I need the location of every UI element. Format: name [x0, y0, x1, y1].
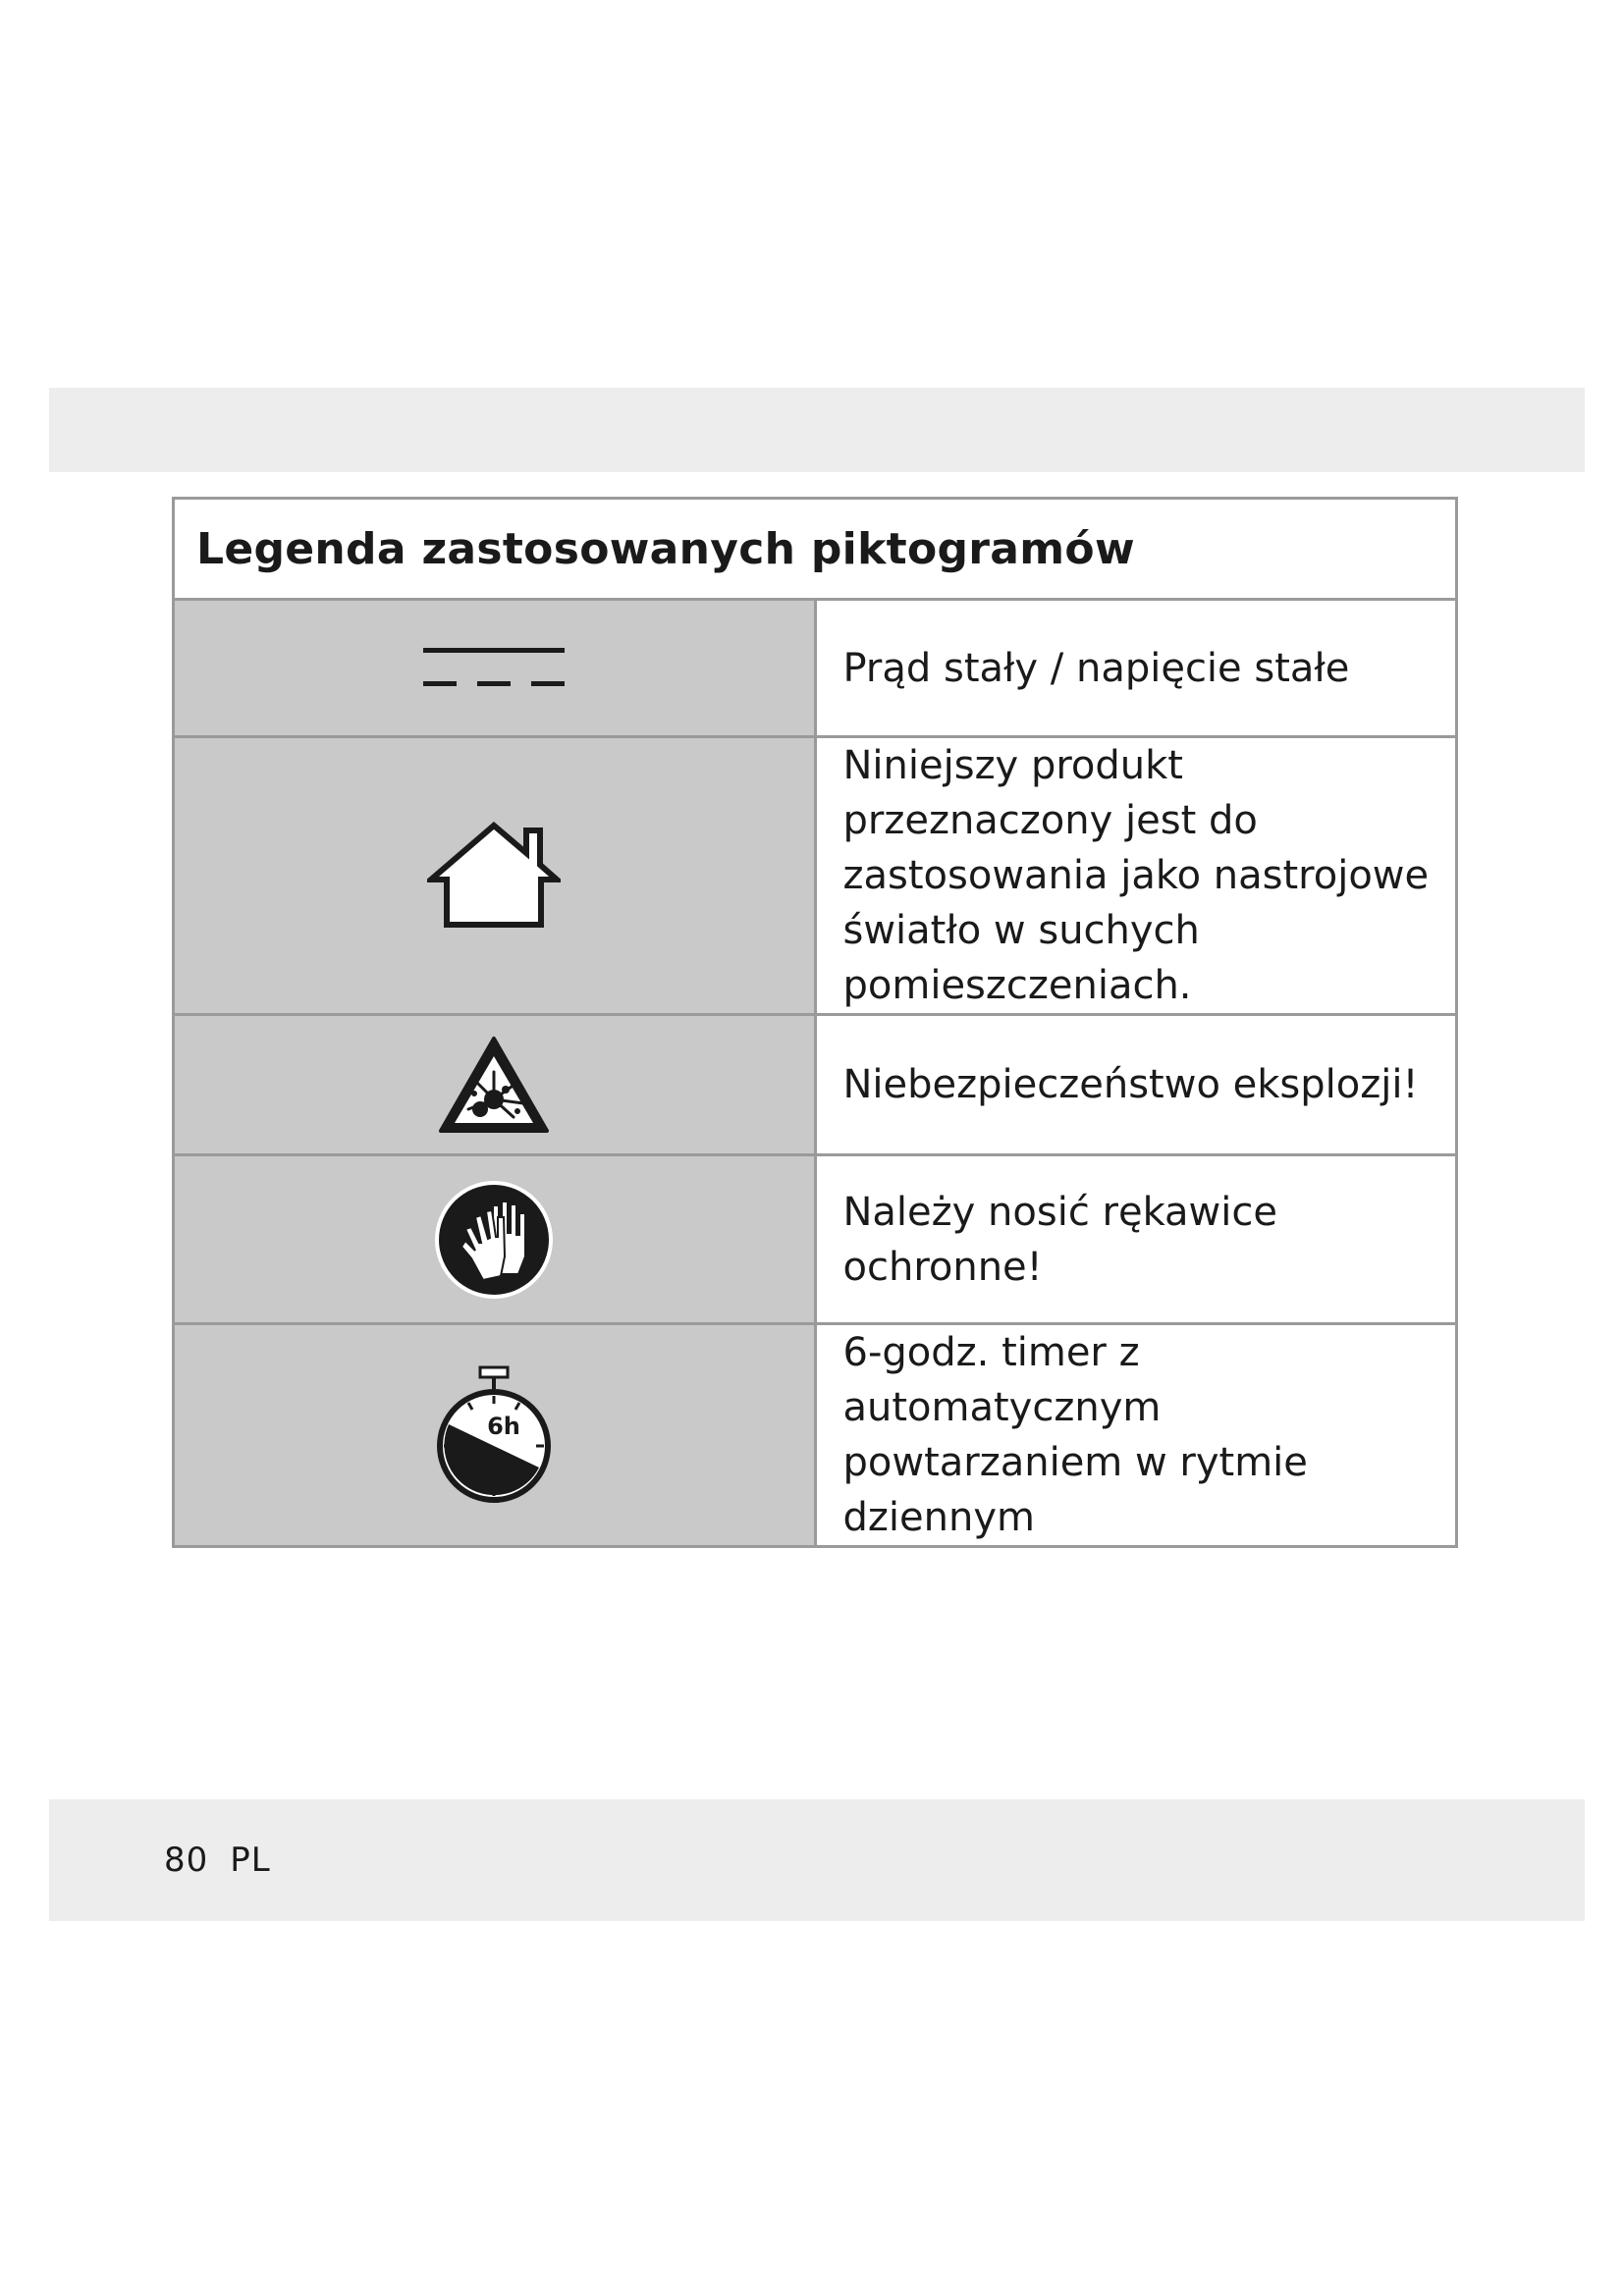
timer-label: 6h [487, 1413, 521, 1440]
legend-row [174, 1015, 1457, 1155]
legend-text: 6-godz. timer z automatycznym powtarzaniem w rytmie dziennym [815, 1324, 1457, 1547]
page-footer [164, 1838, 271, 1883]
page-number: 80 [164, 1841, 209, 1880]
legend-row [174, 600, 1457, 737]
legend-text: Prąd stały / napięcie stałe [815, 600, 1457, 737]
legend-row [174, 1324, 1457, 1547]
pictogram-legend-table [172, 497, 1458, 1548]
header-band [49, 388, 1585, 472]
legend-text: Niebezpieczeństwo eksplozji! [815, 1015, 1457, 1155]
legend-row [174, 1155, 1457, 1324]
legend-row [174, 737, 1457, 1015]
legend-title: Legenda zastosowanych piktogramów [174, 499, 1457, 600]
house-icon [427, 821, 561, 931]
footer-band [49, 1799, 1585, 1921]
protective-gloves-icon [432, 1178, 556, 1302]
legend-text: Niniejszy produkt przeznaczony jest do zastosowania jako nastrojowe światło w suchych pomieszczeniach. [815, 737, 1457, 1015]
direct-current-icon [423, 644, 565, 693]
explosion-warning-icon [437, 1035, 551, 1135]
legend-text: Należy nosić rękawice ochronne! [815, 1155, 1457, 1324]
language-code: PL [230, 1841, 271, 1880]
timer-6h-icon [435, 1365, 553, 1505]
